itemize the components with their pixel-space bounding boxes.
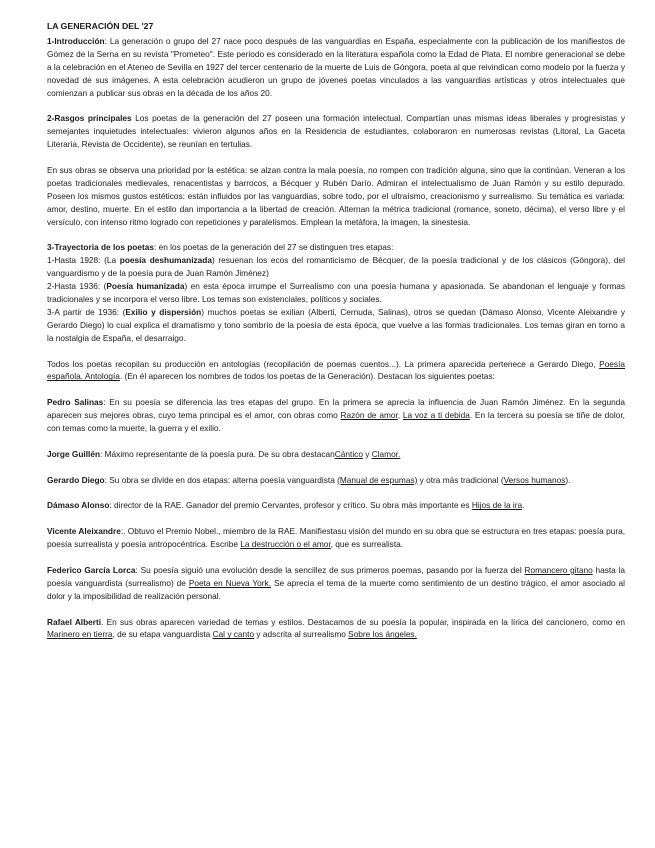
poet-jorge-guillen: Jorge Guillén: Máximo representante de la poesía pura. De su obra destacanCántico y Clamor. [47,448,401,459]
poet-name: Pedro Salinas [47,397,104,408]
work-title-link: Marinero en tierra [47,629,113,640]
document-page [47,20,625,641]
heading-rasgos: 2-Rasgos principales [47,113,132,124]
etapa-2: 2-Hasta 1936: (Poesía humanizada) en esta época irrumpe el Surrealismo con una poesía humana y apasionada. Se abandonan el lenguaje y formas tradicionales y se incorpora el verso libre. Los temas son existenciales, políticos y sociales. [47,281,626,304]
work-title-link: Cal y canto [212,629,255,640]
paragraph-antologias: Todos los poetas recopilan su producción en antologías (recopilación de poemas cuentos...). La primera aparecida pertenece a Gerardo Diego, Poesía española. Antología. (En él aparecen los nombres de todos los poetas de la Generación). Destacan los siguientes poetas: [47,358,625,382]
work-title-link: Cántico [334,448,363,459]
poet-name: Rafael Alberti [47,616,102,627]
work-title-link: Poesía española. Antología [47,358,625,382]
paragraph-obras: En sus obras se observa una prioridad por la estética: se alzan contra la mala poesía, no rompen con tradición alguna, sino que la continúan. Veneran a los poetas tradicionales medievales, renacentistas y barrocos, a Bécquer y Rubén Darío. Admiran el intelectualismo de Juan Ramón y su estilo depurado. Poseen los mismos gustos estéticos: están influidos por las vanguardias, sobre todo, por el ultraísmo, creacionismo y surrealismo. Su temática es variada: amor, destino, muerte. En el estilo dan importancia a la libertad de creación. Alternan la métrica tradicional (romance, soneto, décima), el verso libre y el versículo, con intenso ritmo logrado con repeticiones y paralelismos. Emplean la metáfora, la imagen, la sinestesia. [47,164,625,227]
poet-name: Dámaso Alonso [47,500,110,511]
document-title: LA GENERACIÓN DEL '27 [47,21,154,31]
heading-trayectoria: 3-Trayectoria de los poetas [47,242,154,253]
poet-name: Jorge Guillén [47,448,101,459]
etapa-3: 3-A partir de 1936: (Exilio y dispersión) muchos poetas se exilian (Alberti, Cernuda, Salinas), otros se quedan (Dámaso Alonso, Vicente Aleixandre y Gerardo Diego) lo cual explica el dramatismo y tono sombrío de la poesía de esta época, que vuelve a las formas tradicionales. Los temas giran en torno a la nostalgia de España, el desarraigo. [47,306,625,343]
poet-vicente-aleixandre: Vicente Aleixandre:. Obtuvo el Premio Nobel., miembro de la RAE. Manifiestasu visión del mundo en su obra que se estructura en tres etapas: poesía pura, poesía surrealista y poesía antropocéntrica. Escribe La destrucción o el amor, que es surrealista. [47,526,625,550]
poet-rafael-alberti: Rafael Alberti. En sus obras aparecen variedad de temas y estilos. Destacamos de su poesía la popular, inspirada en la lírica del cancionero, como en Marinero en tierra, de su etapa vanguardista Cal y canto y adscrita al surrealismo Sobre los ángeles. [47,616,625,640]
work-title-link: Hijos de la ira [471,500,523,511]
work-title-link: Romancero gitano [524,564,593,575]
work-title-link: La destrucción o el amor [240,539,331,550]
work-title-link: (Manual de espumas) [337,474,418,485]
poet-gerardo-diego: Gerardo Diego: Su obra se divide en dos etapas: alterna poesía vanguardista (Manual de espumas) y otra más tradicional (Versos humanos). [47,474,571,485]
work-title-link: Razón de amor [340,410,398,421]
etapa-1: 1-Hasta 1928: (La poesía deshumanizada) resuenan los ecos del romanticismo de Bécquer, de la poesía tradicional y de los clásicos (Góngora), del vanguardismo y de la poesía pura de Juan Ramón Jiménez) [47,255,625,279]
paragraph-trayectoria: 3-Trayectoria de los poetas: en los poetas de la generación del 27 se distinguen tres etapas: [47,242,394,253]
work-title-link: Versos humanos [503,474,566,485]
paragraph-rasgos: 2-Rasgos principales Los poetas de la generación del 27 poseen una formación intelectual. Compartían unas mismas ideas liberales y progresistas y semejantes inquietudes intelectuales: vivieron algunos años en la Residencia de estudiantes, colaboraron en numerosas revistas (Litoral, La Gaceta Literaria, Revista de Occidente), se reunían en tertulias. [47,113,625,150]
heading-introduccion: 1-Introducción [47,35,105,46]
poet-name: Federico García Lorca [47,564,136,575]
poet-federico-garcia-lorca: Federico García Lorca: Su poesía siguió una evolución desde la sencillez de sus primeros poemas, pasando por la fuerza del Romancero gitano hasta la poesía vanguardista (surrealismo) de Poeta en Nueva York. Se aprecia el tema de la muerte como sentimiento de un destino trágico, el amor asociado al dolor y la imposibilidad de realización personal. [47,564,625,601]
poet-name: Vicente Aleixandre [47,526,121,537]
work-title-link: La voz a ti debida [402,410,470,421]
poet-damaso-alonso: Dámaso Alonso: director de la RAE. Ganador del premio Cervantes, profesor y crítico. Su obra más importante es Hijos de la ira. [47,500,525,511]
poet-name: Gerardo Diego [47,474,105,485]
poet-pedro-salinas: Pedro Salinas: En su poesía se diferencia las tres etapas del grupo. En la primera se aprecia la influencia de Juan Ramón Jiménez. En la segunda aparecen sus mejores obras, cuyo tema principal es el amor, con obras como Razón de amor, La voz a ti debida. En la tercera su poesía se tiñe de dolor, con temas como la muerte, la guerra y el exilio. [47,397,625,434]
work-title-link: Poeta en Nueva York. [188,577,272,588]
paragraph-introduccion: 1-Introducción: La generación o grupo del 27 nace poco después de las vanguardias en España, especialmente con la publicación de los manifiestos de Gómez de la Serna en su revista "Prometeo". Este periodo es considerado en la literatura española como la Edad de Plata. El nombre generacional se debe a la celebración en el Ateneo de Sevilla en 1927 del tercer centenario de la muerte de Luis de Góngora, poeta al que reivindican como modelo por la fuerza y novedad de sus imágenes. A esta celebración acudieron un grupo de jóvenes poetas vinculados a las vanguardias artísticas y otros intelectuales que comienzan a publicar sus obras en la década de los años 20. [47,35,625,98]
work-title-link: Clamor. [371,448,401,459]
work-title-link: Sobre los ángeles. [348,629,417,640]
